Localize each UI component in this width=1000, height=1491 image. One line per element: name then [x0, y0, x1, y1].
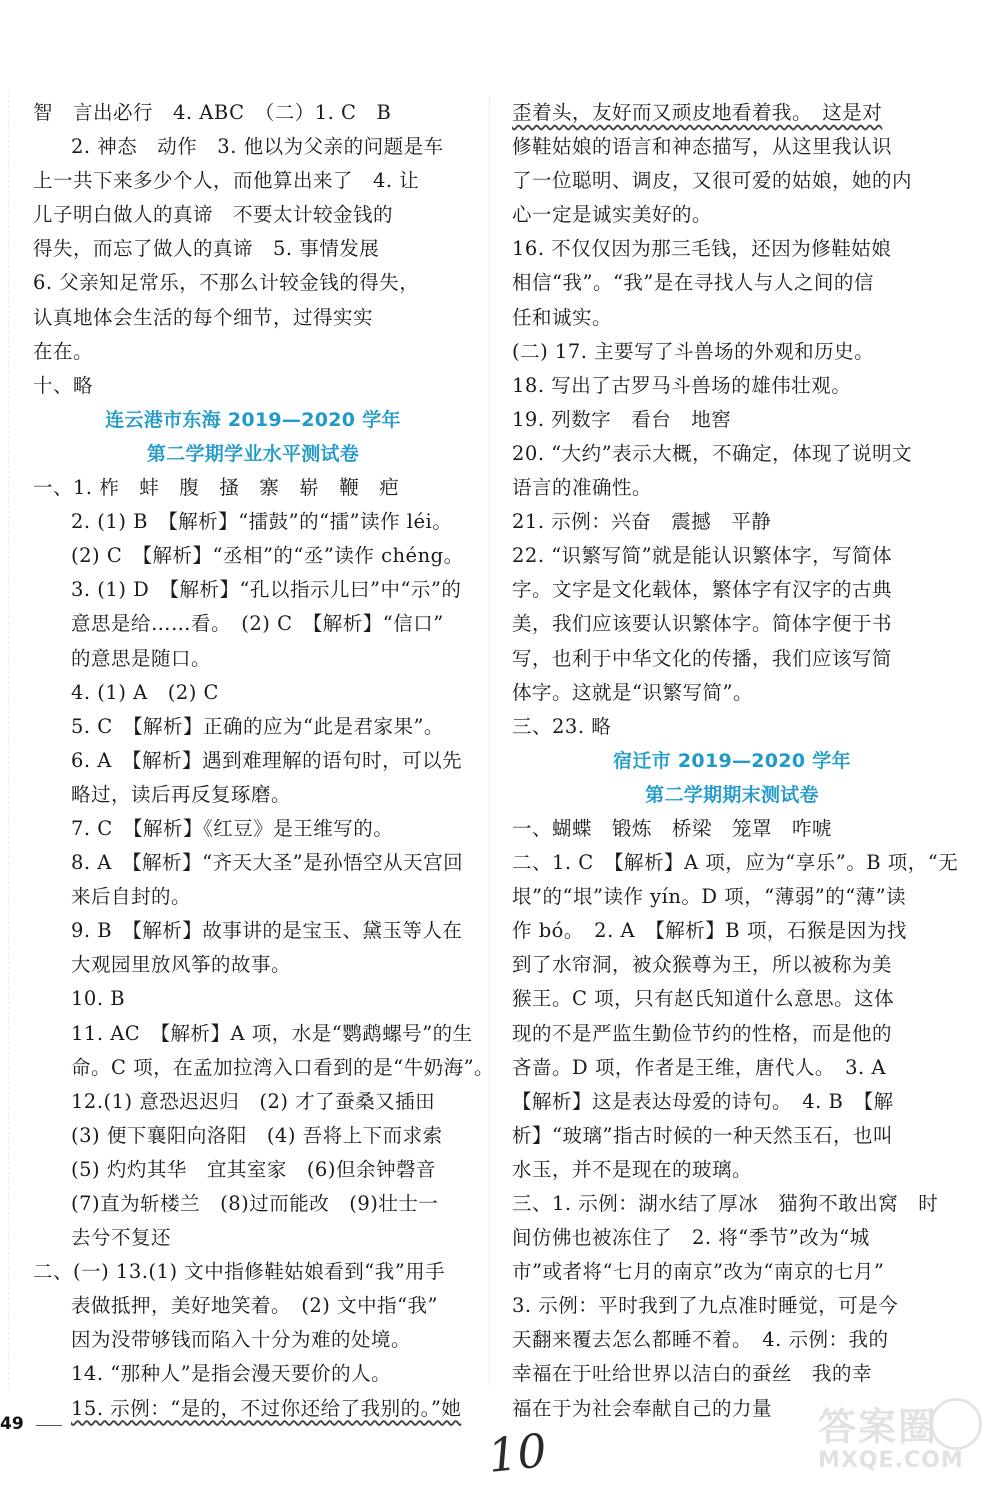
answer-text: 智 言出必行 4. ABC （二）1. C B [33, 101, 392, 124]
column-divider [489, 96, 490, 1386]
answer-text: 福在于为社会奉献自己的力量 [512, 1396, 773, 1420]
answer-text: (2) C 【解析】“丞相”的“丞”读作 chéng。 [71, 544, 464, 568]
watermark-url: MXQE.COM [818, 1448, 964, 1473]
answer-text: 大观园里放风筝的故事。 [71, 953, 292, 977]
answer-text: 【解析】这是表达母爱的诗句。 4. B 【解 [512, 1089, 894, 1113]
answer-text: 2. (1) B 【解析】“擂鼓”的“擂”读作 léi。 [71, 510, 453, 534]
answer-text: 10. B [71, 987, 126, 1011]
answer-text: 6. 父亲知足常乐，不那么计较金钱的得失， [33, 271, 420, 295]
answer-text: 9. B 【解析】故事讲的是宝玉、黛玉等人在 [71, 919, 463, 943]
answer-text: 表做抵押，美好地笑着。 (2) 文中指“我” [71, 1294, 439, 1318]
answer-line [512, 914, 952, 948]
answer-line [512, 403, 952, 437]
answer-line [33, 948, 473, 982]
answer-line [512, 505, 952, 539]
answer-text: 写，也利于中华文化的传播，我们应该写简 [512, 646, 893, 670]
answer-line [33, 198, 473, 232]
answer-line [33, 573, 473, 607]
answer-text: 认真地体会生活的每个细节，过得实实 [33, 305, 374, 329]
answer-line [512, 1017, 952, 1051]
answer-line [33, 369, 473, 403]
answer-line [33, 471, 473, 505]
answer-text: 连云港市东海 2019—2020 学年 [105, 408, 401, 431]
answer-line [33, 1392, 473, 1426]
answer-line [33, 710, 473, 744]
page-number-rule [36, 1425, 62, 1426]
answer-text: 十、略 [33, 373, 94, 397]
answer-line [512, 130, 952, 164]
answer-text: 幸福在于吐给世界以洁白的蚕丝 我的幸 [512, 1362, 873, 1386]
answer-text: 水玉，并不是现在的玻璃。 [512, 1157, 753, 1181]
answer-text: 第二学期期末测试卷 [645, 783, 819, 806]
answer-text: 21. 示例：兴奋 震撼 平静 [512, 510, 772, 534]
answer-text: 4. (1) A (2) C [71, 680, 219, 704]
answer-line [512, 1085, 952, 1119]
answer-line [33, 164, 473, 198]
answer-line [512, 232, 952, 266]
answer-line [512, 1357, 952, 1391]
answer-line [512, 164, 952, 198]
answer-text: (3) 便下襄阳向洛阳 (4) 吾将上下而求索 [71, 1123, 443, 1147]
answer-line [512, 607, 952, 641]
answer-line [33, 880, 473, 914]
page-number: 49 [0, 1414, 24, 1434]
answer-text: 一、蝴蝶 锻炼 桥梁 笼罩 咋唬 [512, 816, 833, 840]
answer-line [33, 1051, 495, 1085]
answer-line [33, 914, 473, 948]
answer-line [512, 948, 952, 982]
section-heading [512, 778, 952, 812]
answer-text: 到了水帘洞，被众猴尊为王，所以被称为美 [512, 953, 893, 977]
answer-line [512, 198, 952, 232]
answer-line [512, 880, 952, 914]
answer-text: 3. 示例：平时我到了九点准时睡觉，可是今 [512, 1294, 899, 1318]
answer-line [512, 471, 952, 505]
answer-text: (5) 灼灼其华 宜其室家 (6)但余钟磬音 [71, 1157, 436, 1181]
answer-line [33, 539, 473, 573]
answer-line [33, 96, 473, 130]
answer-line [512, 301, 952, 335]
answer-text: 三、23. 略 [512, 714, 612, 738]
section-heading [512, 744, 952, 778]
answer-text: 儿子明白做人的真谛 不要太计较金钱的 [33, 203, 394, 227]
answer-text: 吝啬。D 项，作者是王维，唐代人。 3. A [512, 1055, 886, 1079]
answer-line [33, 232, 473, 266]
answer-line [33, 335, 473, 369]
answer-line [512, 1323, 952, 1357]
answer-line [33, 1187, 473, 1221]
answer-line [512, 335, 952, 369]
left-column [33, 96, 495, 1426]
answer-line [33, 982, 473, 1016]
answer-line [33, 1119, 473, 1153]
answer-text: 猴王。C 项，只有赵氏知道什么意思。这体 [512, 987, 895, 1011]
answer-line [33, 744, 473, 778]
answer-text: 作 bó。 2. A 【解析】B 项，石猴是因为找 [512, 919, 907, 943]
watermark-text: 答案圈 [818, 1405, 939, 1449]
answer-text: 2. 神态 动作 3. 他以为父亲的问题是车 [71, 135, 444, 159]
answer-line [33, 642, 473, 676]
answer-line [512, 676, 952, 710]
answer-line [512, 437, 952, 471]
answer-line [33, 607, 473, 641]
answer-text: 14. “那种人”是指会漫天要价的人。 [71, 1362, 392, 1386]
answer-line [512, 266, 952, 300]
answer-line [33, 301, 473, 335]
answer-text: 6. A 【解析】遇到难理解的语句时，可以先 [71, 748, 463, 772]
answer-text: 来后自封的。 [71, 885, 192, 909]
answer-line [512, 539, 952, 573]
answer-text: 心一定是诚实美好的。 [512, 203, 713, 227]
answer-line [512, 1221, 952, 1255]
answer-text: (7)直为斩楼兰 (8)过而能改 (9)壮士一 [71, 1192, 439, 1215]
watermark-logo [812, 1392, 990, 1484]
answer-line [33, 1153, 473, 1187]
answer-text: 8. A 【解析】“齐天大圣”是孙悟空从天宫回 [71, 851, 464, 875]
answer-text: 相信“我”。“我”是在寻找人与人之间的信 [512, 271, 874, 295]
answer-line [512, 846, 959, 880]
answer-text: 16. 不仅仅因为那三毛钱，还因为修鞋姑娘 [512, 237, 892, 261]
handwritten-note: 10 [485, 1423, 550, 1483]
answer-text: 垠”的“垠”读作 yín。D 项，“薄弱”的“薄”读 [512, 885, 907, 909]
section-heading [33, 403, 473, 437]
answer-text: 天翻来覆去怎么都睡不着。 4. 示例：我的 [512, 1328, 889, 1352]
answer-line [512, 812, 952, 846]
answer-text: 语言的准确性。 [512, 476, 653, 500]
answer-text: 字。文字是文化载体，繁体字有汉字的古典 [512, 578, 893, 602]
answer-text: 现的不是严监生勤俭节约的性格，而是他的 [512, 1021, 893, 1045]
answer-line [33, 1323, 473, 1357]
answer-line [512, 1289, 952, 1323]
answer-text: 二、(一) 13.(1) 文中指修鞋姑娘看到“我”用手 [33, 1260, 446, 1284]
answer-text: 3. (1) D 【解析】“孔以指示儿曰”中“示”的 [71, 578, 462, 602]
right-column [512, 96, 959, 1426]
answer-text: 的意思是随口。 [71, 646, 212, 670]
answer-text: 18. 写出了古罗马斗兽场的雄伟壮观。 [512, 373, 852, 397]
answer-text: 修鞋姑娘的语言和神态描写，从这里我认识 [512, 135, 893, 159]
answer-line [33, 1357, 473, 1391]
answer-text: 意思是给……看。 (2) C 【解析】“信口” [71, 612, 444, 636]
answer-text: 15. 示例：“是的，不过你还给了我别的。”她 [71, 1396, 462, 1420]
answer-text: (二) 17. 主要写了斗兽场的外观和历史。 [512, 339, 875, 363]
answer-text: 略过，读后再反复琢磨。 [71, 782, 292, 806]
answer-text: 歪着头，友好而又顽皮地看着我。 这是对 [512, 101, 883, 124]
answer-text: 第二学期学业水平测试卷 [146, 442, 360, 465]
answer-text: 11. AC 【解析】A 项，水是“鹦鹉螺号”的生 [71, 1021, 473, 1045]
answer-text: 了一位聪明、调皮，又很可爱的姑娘，她的内 [512, 169, 913, 193]
answer-text: 命。C 项，在孟加拉湾入口看到的是“牛奶海”。 [71, 1055, 495, 1079]
answer-line [512, 96, 952, 130]
answer-text: 12.(1) 意恐迟迟归 (2) 才了蚕桑又插田 [71, 1089, 436, 1113]
answer-text: 5. C 【解析】正确的应为“此是君家果”。 [71, 714, 444, 738]
answer-text: 22. “识繁写简”就是能认识繁体字，写简体 [512, 544, 893, 568]
answer-line [33, 778, 473, 812]
answer-line [33, 130, 473, 164]
answer-text: 体字。这就是“识繁写简”。 [512, 680, 753, 704]
section-heading [33, 437, 473, 471]
answer-line [512, 710, 952, 744]
answer-text: 20. “大约”表示大概，不确定，体现了说明文 [512, 441, 913, 465]
answer-line [33, 1017, 473, 1051]
answer-line [33, 1221, 473, 1255]
answer-text: 市”或者将“七月的南京”改为“南京的七月” [512, 1260, 885, 1284]
answer-text: 间仿佛也被冻住了 2. 将“季节”改为“城 [512, 1226, 870, 1250]
answer-line [512, 642, 952, 676]
answer-line [512, 1051, 952, 1085]
answer-line [512, 1119, 952, 1153]
answer-line [512, 1153, 952, 1187]
answer-line [33, 812, 473, 846]
answer-line [512, 982, 952, 1016]
binding-edge [8, 90, 11, 1390]
answer-text: 19. 列数字 看台 地窖 [512, 407, 732, 431]
answer-line [33, 1255, 473, 1289]
answer-text: 二、1. C 【解析】A 项，应为“享乐”。B 项，“无 [512, 851, 959, 875]
answer-line [512, 1187, 952, 1221]
answer-text: 7. C 【解析】《红豆》是王维写的。 [71, 816, 394, 840]
answer-text: 一、1. 柞 蚌 腹 搔 寨 崭 鞭 疤 [33, 476, 400, 500]
answer-text: 析】“玻璃”指古时候的一种天然玉石，也叫 [512, 1123, 893, 1147]
answer-line [33, 1289, 473, 1323]
answer-text: 在在。 [33, 339, 94, 363]
answer-line [512, 369, 952, 403]
answer-text: 任和诚实。 [512, 305, 613, 329]
answer-text: 三、1. 示例：湖水结了厚冰 猫狗不敢出窝 时 [512, 1192, 939, 1215]
answer-line [33, 266, 473, 300]
answer-text: 因为没带够钱而陷入十分为难的处境。 [71, 1328, 412, 1352]
answer-line [33, 846, 473, 880]
answer-line [512, 1255, 952, 1289]
answer-text: 去兮不复还 [71, 1226, 172, 1250]
answer-line [33, 1085, 473, 1119]
answer-line [33, 676, 473, 710]
answer-text: 宿迁市 2019—2020 学年 [613, 749, 851, 772]
answer-text: 得失，而忘了做人的真谛 5. 事情发展 [33, 237, 380, 261]
answer-text: 上一共下来多少个人，而他算出来了 4. 让 [33, 169, 420, 193]
answer-line [512, 573, 952, 607]
answer-line [33, 505, 473, 539]
answer-text: 美，我们应该要认识繁体字。简体字便于书 [512, 612, 893, 636]
